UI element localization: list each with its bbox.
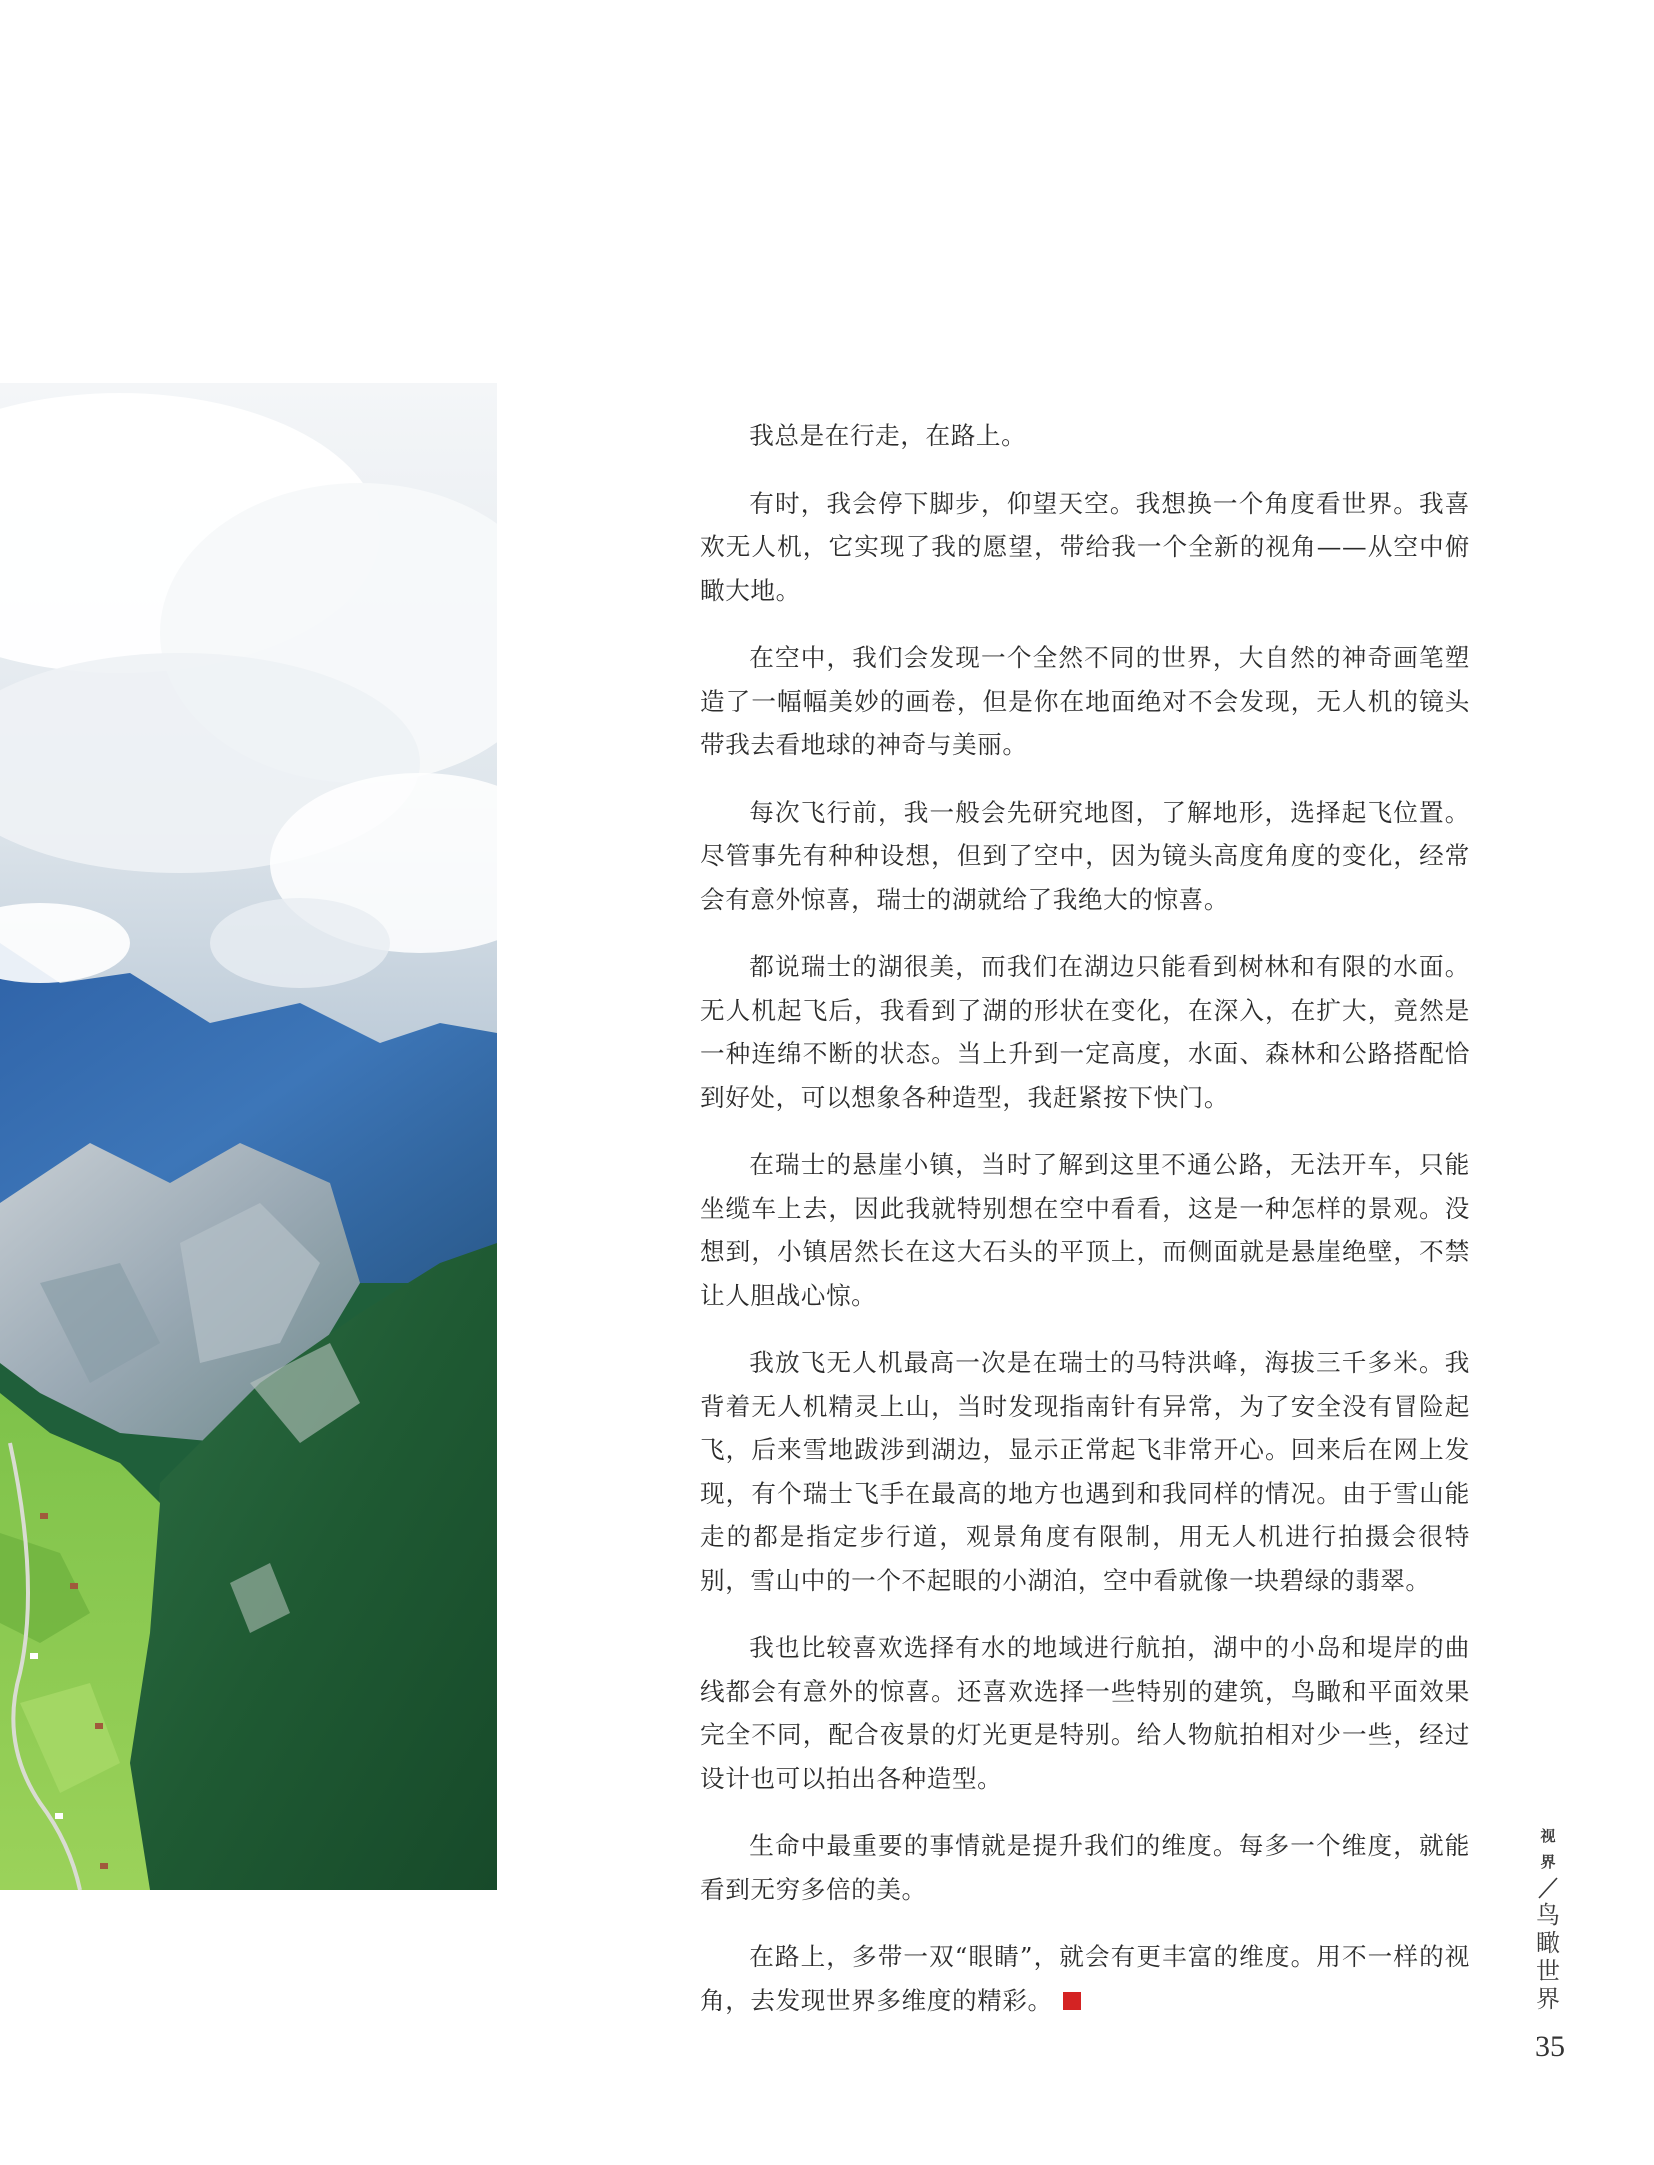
section-title-char: 鸟 [1536,1901,1560,1929]
page-number: 35 [1535,2030,1565,2063]
section-title-char: 界 [1536,1985,1560,2013]
paragraph: 有时，我会停下脚步，仰望天空。我想换一个角度看世界。我喜欢无人机，它实现了我的愿望，带给我一个全新的视角——从空中俯瞰大地。 [700,488,1470,605]
end-of-article-mark [1063,1992,1081,2010]
divider-slash [1535,1875,1561,1901]
paragraph: 在空中，我们会发现一个全然不同的世界，大自然的神奇画笔塑造了一幅幅美妙的画卷，但是你在地面绝对不会发现，无人机的镜头带我去看地球的神奇与美丽。 [700,643,1470,759]
paragraph: 我放飞无人机最高一次是在瑞士的马特洪峰，海拔三千多米。我背着无人机精灵上山，当时发现指南针有异常，为了安全没有冒险起飞，后来雪地跋涉到湖边，显示正常起飞非常开心。回来后在网上发现，有个瑞士飞手在最高的地方也遇到和我同样的情况。由于雪山能走的都是指定步行道，观景角度有限制，用无人机进行拍摄会很特别，雪山中的一个不起眼的小湖泊，空中看就像一块碧绿的翡翠。 [700,1348,1470,1595]
paragraph: 都说瑞士的湖很美，而我们在湖边只能看到树林和有限的水面。无人机起飞后，我看到了湖的形状在变化，在深入，在扩大，竟然是一种连绵不断的状态。当上升到一定高度，水面、森林和公路搭配恰到好处，可以想象各种造型，我赶紧按下快门。 [700,952,1470,1112]
paragraph: 每次飞行前，我一般会先研究地图，了解地形，选择起飞位置。尽管事先有种种设想，但到了空中，因为镜头高度角度的变化，经常会有意外惊喜，瑞士的湖就给了我绝大的惊喜。 [700,797,1470,914]
final-paragraph-text: 在路上，多带一双“眼睛”，就会有更丰富的维度。用不一样的视角，去发现世界多维度的精彩。 [700,1942,1470,2015]
paragraph: 我总是在行走，在路上。 [749,421,1027,450]
column-name [1540,1823,1555,1875]
section-title-char: 瞰 [1536,1929,1560,1957]
section-label [1528,1823,1568,2013]
column-name-char: 视 [1540,1827,1556,1845]
section-title-char: 世 [1536,1957,1560,1985]
section-title [1536,1901,1560,2013]
column-name-char: 界 [1540,1853,1556,1871]
aerial-valley-illustration [0,383,497,1890]
paragraph: 我也比较喜欢选择有水的地域进行航拍，湖中的小岛和堤岸的曲线都会有意外的惊喜。还喜欢选择一些特别的建筑，鸟瞰和平面效果完全不同，配合夜景的灯光更是特别。给人物航拍相对少一些，经过设计也可以拍出各种造型。 [700,1633,1470,1793]
final-paragraph [700,1935,1470,2022]
paragraph: 在瑞士的悬崖小镇，当时了解到这里不通公路，无法开车，只能坐缆车上去，因此我就特别想在空中看看，这是一种怎样的景观。没想到，小镇居然长在这大石头的平顶上，而侧面就是悬崖绝壁，不禁让人胆战心惊。 [700,1150,1470,1310]
article-body [700,414,1470,2046]
paragraph: 生命中最重要的事情就是提升我们的维度。每多一个维度，就能看到无穷多倍的美。 [700,1831,1470,1904]
aerial-valley-photo [0,383,497,1890]
